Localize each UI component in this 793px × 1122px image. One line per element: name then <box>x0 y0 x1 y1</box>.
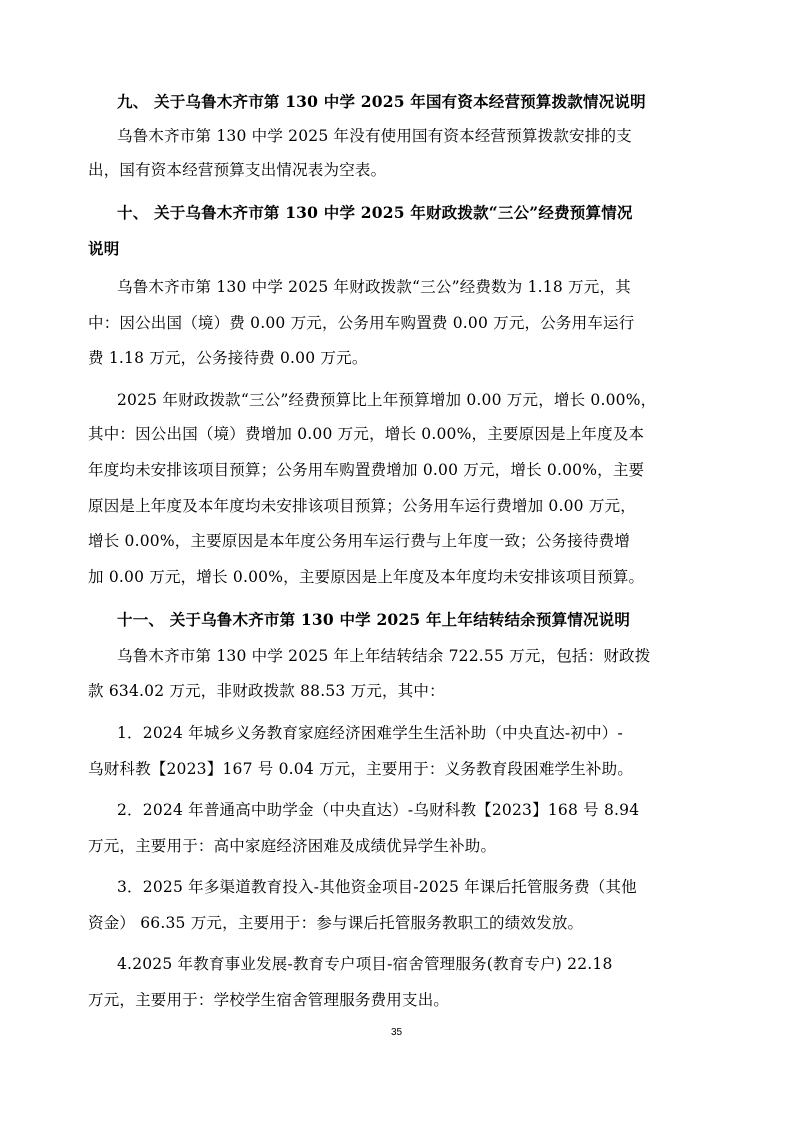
section-11-heading: 十一、 关于乌鲁木齐市第 130 中学 2025 年上年结转结余预算情况说明 <box>117 610 631 629</box>
section-11-item-2-line-1: 2．2024 年普通高中助学金（中央直达）-乌财科教【2023】168 号 8.94 <box>117 801 640 819</box>
section-11-item-1-line-2: 乌财科教【2023】167 号 0.04 万元，主要用于：义务教育段困难学生补助。 <box>88 760 634 778</box>
section-10-paragraph-2-line-3: 年度均未安排该项目预算；公务用车购置费增加 0.00 万元，增长 0.00%，主要 <box>88 461 645 479</box>
section-11-item-3-line-1: 3．2025 年多渠道教育投入-其他资金项目-2025 年课后托管服务费（其他 <box>117 878 637 896</box>
section-11-paragraph-1-line-2: 款 634.02 万元，非财政拨款 88.53 万元，其中： <box>88 682 445 700</box>
section-10-paragraph-2-line-2: 其中：因公出国（境）费增加 0.00 万元，增长 0.00%，主要原因是上年度及本 <box>88 425 645 443</box>
section-11-item-2-line-2: 万元，主要用于：高中家庭经济困难及成绩优异学生补助。 <box>88 837 497 855</box>
section-11-item-4-line-1: 4.2025 年教育事业发展-教育专户项目-宿舍管理服务(教育专户) 22.18 <box>117 955 613 973</box>
section-9-heading: 九、 关于乌鲁木齐市第 130 中学 2025 年国有资本经营预算拨款情况说明 <box>117 92 646 111</box>
section-10-paragraph-2-line-5: 增长 0.00%，主要原因是本年度公务用车运行费与上年度一致；公务接待费增 <box>88 532 631 550</box>
section-10-paragraph-1-line-1: 乌鲁木齐市第 130 中学 2025 年财政拨款“三公”经费数为 1.18 万元，其 <box>117 278 631 296</box>
section-9-paragraph-1-line-2: 出，国有资本经营预算支出情况表为空表。 <box>88 161 387 179</box>
section-10-heading-line-1: 十、 关于乌鲁木齐市第 130 中学 2025 年财政拨款“三公”经费预算情况 <box>117 203 633 222</box>
section-11-item-4-line-2: 万元，主要用于：学校学生宿舍管理服务费用支出。 <box>88 991 450 1009</box>
page-number: 35 <box>390 1027 403 1038</box>
section-9-paragraph-1-line-1: 乌鲁木齐市第 130 中学 2025 年没有使用国有资本经营预算拨款安排的支 <box>117 127 632 145</box>
section-10-paragraph-2-line-4: 原因是上年度及本年度均未安排该项目预算；公务用车运行费增加 0.00 万元， <box>88 497 636 515</box>
section-10-paragraph-2-line-1: 2025 年财政拨款“三公”经费预算比上年预算增加 0.00 万元，增长 0.00%， <box>117 391 657 409</box>
section-10-paragraph-1-line-3: 费 1.18 万元，公务接待费 0.00 万元。 <box>88 349 368 367</box>
section-11-paragraph-1-line-1: 乌鲁木齐市第 130 中学 2025 年上年结转结余 722.55 万元，包括：财政拨 <box>117 647 651 665</box>
section-11-item-1-line-1: 1．2024 年城乡义务教育家庭经济困难学生生活补助（中央直达-初中）- <box>117 724 623 742</box>
section-11-item-3-line-2: 资金） 66.35 万元，主要用于：参与课后托管服务教职工的绩效发放。 <box>88 914 584 932</box>
section-10-paragraph-1-line-2: 中：因公出国（境）费 0.00 万元，公务用车购置费 0.00 万元，公务用车运行 <box>88 314 635 332</box>
section-10-paragraph-2-line-6: 加 0.00 万元，增长 0.00%，主要原因是上年度及本年度均未安排该项目预算。 <box>88 568 645 586</box>
section-10-heading-line-2: 说明 <box>88 239 120 258</box>
